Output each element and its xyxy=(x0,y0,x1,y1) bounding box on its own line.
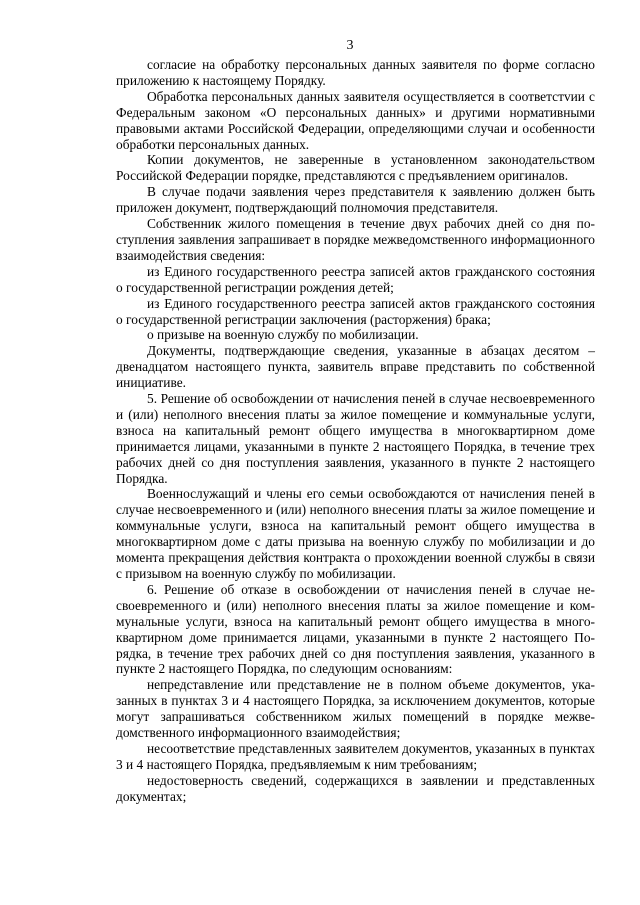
list-item-mobilization: о призыве на военную службу по мобилизации. xyxy=(147,327,419,343)
list-item-incomplete-documents: непредставление или представление не в полном объеме документов, указанных в пунктах 3 и 4 настоящего Порядка, за исключением документов, которые могут запрашиваться собственником жилых помещений в порядке межведомственного информационного взаимодействия; xyxy=(116,677,595,741)
list-item-birth-registry: из Единого государственного реестра записей актов гражданского состояния о государственной регистрации рождения детей; xyxy=(116,263,595,295)
paragraph-personal-data-processing: Обработка персональных данных заявителя осуществляется в соответстvии с Федеральным законом «О персональных данных» и другими нормативными правовыми актами Российской Федерации, определяющими случаи и особенности обработки персональных данных. xyxy=(116,88,595,152)
paragraph-serviceman-exemption: Военнослужащий и члены его семьи освобождаются от начисления пеней в случае несвоевременного и (или) неполного внесения платы за жилое помещение и коммунальные услуги, взноса на капитальный ремонт общего имущества в многоквартирном доме с даты призыва на военную службу по мобилизации и до момента прекращения действия контракта о прохождении военной службы в связи с призывом на военную службу по мобилизации. xyxy=(116,486,595,581)
paragraph-item-6-refusal: 6. Решение об отказе в освобождении от начисления пеней в случае несвоевременного и (или) неполного внесения платы за жилое помещение и коммунальные услуги, взноса на капитальный ремонт общего имущества в многоквартирном доме принимается лицами, указанными в пункте 2 настоящего Порядка, в течение трех рабочих дней со дня поступления заявления, указанного в пункте 2 настоящего Порядка, по следующим основаниям: xyxy=(116,581,595,677)
page-number: 3 xyxy=(346,38,354,53)
list-item-noncompliant-documents: несоответствие представленных заявителем документов, указанных в пунктах 3 и 4 настоящего Порядка, предъявляемым к ним требованиям; xyxy=(116,740,595,772)
document-body xyxy=(116,57,595,805)
paragraph-own-initiative: Документы, подтверждающие сведения, указанные в абзацах десятом – двенадцатом настоящего пункта, заявитель вправе представить по собственной инициативе. xyxy=(116,343,595,391)
list-item-marriage-registry: из Единого государственного реестра записей актов гражданского состояния о государственной регистрации заключения (расторжения) брака; xyxy=(116,295,595,327)
paragraph-item-5-decision: 5. Решение об освобождении от начисления пеней в случае несвоевременного и (или) неполного внесения платы за жилое помещение и коммунальные услуги, взноса на капитальный ремонт общего имущества в многоквартирном доме принимается лицами, указанными в пункте 2 настоящего Порядка, в течение трех рабочих дней со дня поступления заявления, указанного в пункте 2 настоящего Порядка. xyxy=(116,391,595,486)
list-item-unreliable-information: недостоверность сведений, содержащихся в заявлении и представленных документах; xyxy=(116,772,595,804)
paragraph-document-copies: Копии документов, не заверенные в установленном законодательством Российской Федерации порядке, представляются с предъявлением оригиналов. xyxy=(116,152,595,184)
paragraph-consent: согласие на обработку персональных данных заявителя по форме согласно приложению к настоящему Порядку. xyxy=(116,57,595,88)
paragraph-interagency-request: Собственник жилого помещения в течение двух рабочих дней со дня поступления заявления запрашивает в порядке межведомственного информационного взаимодействия сведения: xyxy=(116,216,595,263)
paragraph-representative: В случае подачи заявления через представителя к заявлению должен быть приложен документ, подтверждающий полномочия представителя. xyxy=(116,184,595,216)
